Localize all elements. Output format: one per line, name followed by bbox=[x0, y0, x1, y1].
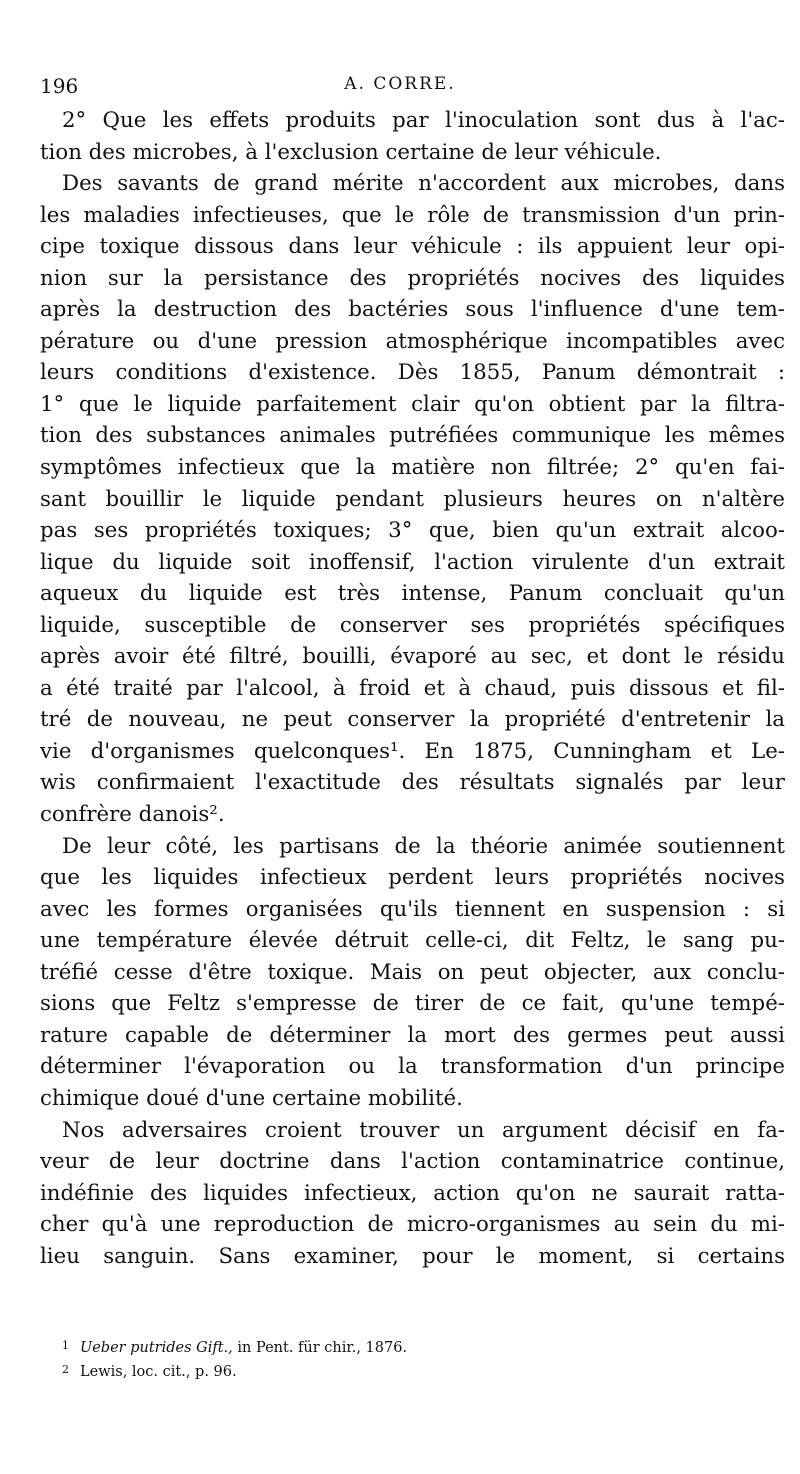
text-line: aqueux du liquide est très intense, Panum concluait qu'un bbox=[40, 581, 785, 607]
text-line: tréfié cesse d'être toxique. Mais on peut objecter, aux conclu- bbox=[40, 959, 785, 985]
body-text bbox=[40, 105, 785, 1272]
text-line: une température élevée détruit celle-ci, dit Feltz, le sang pu- bbox=[40, 928, 785, 954]
text-line: sions que Feltz s'empresse de tirer de ce fait, qu'une tempé- bbox=[40, 991, 785, 1017]
text-line: nion sur la persistance des propriétés nocives des liquides bbox=[40, 265, 785, 291]
text-line: wis confirmaient l'exactitude des résultats signalés par leur bbox=[40, 770, 785, 796]
footnote-mark: 2 bbox=[62, 1363, 69, 1376]
text-line: cher qu'à une reproduction de micro-organismes au sein du mi- bbox=[40, 1212, 785, 1238]
text-line: pérature ou d'une pression atmosphérique incompatibles avec bbox=[40, 328, 785, 354]
text-line: Nos adversaires croient trouver un argument décisif en fa- bbox=[62, 1117, 785, 1143]
text-line: cipe toxique dissous dans leur véhicule : ils appuient leur opi- bbox=[40, 234, 785, 260]
footnote-text: in Pent. für chir., 1876. bbox=[232, 1340, 408, 1356]
text-line: a été traité par l'alcool, à froid et à chaud, puis dissous et fil- bbox=[40, 675, 785, 701]
text-line: après la destruction des bactéries sous l'influence d'une tem- bbox=[40, 297, 785, 323]
text-line: 1° que le liquide parfaitement clair qu'on obtient par la filtra- bbox=[40, 391, 785, 417]
footnote-text: Lewis, loc. cit., p. 96. bbox=[80, 1364, 237, 1380]
text-line: Des savants de grand mérite n'accordent aux microbes, dans bbox=[62, 171, 785, 197]
footnote-mark: 1 bbox=[62, 1339, 69, 1352]
text-line: lieu sanguin. Sans examiner, pour le moment, si certains bbox=[40, 1243, 785, 1269]
footnote bbox=[62, 1335, 762, 1359]
text-line: chimique doué d'une certaine mobilité. bbox=[40, 1085, 463, 1111]
text-line: symptômes infectieux que la matière non filtrée; 2° qu'en fai- bbox=[40, 455, 785, 481]
text-line: avec les formes organisées qu'ils tiennent en suspension : si bbox=[40, 896, 785, 922]
text-line: veur de leur doctrine dans l'action contaminatrice continue, bbox=[40, 1149, 785, 1175]
text-line: les maladies infectieuses, que le rôle de transmission d'un prin- bbox=[40, 202, 785, 228]
footnote-title: Ueber putrides Gift., bbox=[80, 1340, 233, 1356]
text-line: pas ses propriétés toxiques; 3° que, bien qu'un extrait alcoo- bbox=[40, 518, 785, 544]
text-line: liquide, susceptible de conserver ses propriétés spécifiques bbox=[40, 612, 785, 638]
text-line: leurs conditions d'existence. Dès 1855, Panum démontrait : bbox=[40, 360, 785, 386]
footnotes bbox=[62, 1335, 762, 1383]
text-line: déterminer l'évaporation ou la transformation d'un principe bbox=[40, 1054, 785, 1080]
running-head: A. CORRE. bbox=[344, 74, 456, 94]
text-line: vie d'organismes quelconques¹. En 1875, Cunningham et Le- bbox=[40, 738, 785, 764]
text-line: après avoir été filtré, bouilli, évaporé au sec, et dont le résidu bbox=[40, 644, 785, 670]
text-line: sant bouillir le liquide pendant plusieurs heures on n'altère bbox=[40, 486, 785, 512]
text-line: tion des microbes, à l'exclusion certaine de leur véhicule. bbox=[40, 139, 662, 165]
text-line: tré de nouveau, ne peut conserver la propriété d'entretenir la bbox=[40, 707, 785, 733]
text-line: 2° Que les effets produits par l'inoculation sont dus à l'ac- bbox=[62, 108, 785, 133]
text-line: confrère danois². bbox=[40, 802, 225, 828]
page-number: 196 bbox=[40, 74, 79, 98]
footnote bbox=[62, 1359, 762, 1383]
text-line: que les liquides infectieux perdent leurs propriétés nocives bbox=[40, 865, 785, 891]
text-line: De leur côté, les partisans de la théorie animée soutiennent bbox=[62, 833, 785, 859]
text-line: tion des substances animales putréfiées communique les mêmes bbox=[40, 423, 785, 449]
text-line: lique du liquide soit inoffensif, l'action virulente d'un extrait bbox=[40, 549, 785, 575]
page-header bbox=[40, 74, 760, 104]
text-line: indéfinie des liquides infectieux, action qu'on ne saurait ratta- bbox=[40, 1180, 785, 1206]
text-line: rature capable de déterminer la mort des germes peut aussi bbox=[40, 1022, 785, 1048]
